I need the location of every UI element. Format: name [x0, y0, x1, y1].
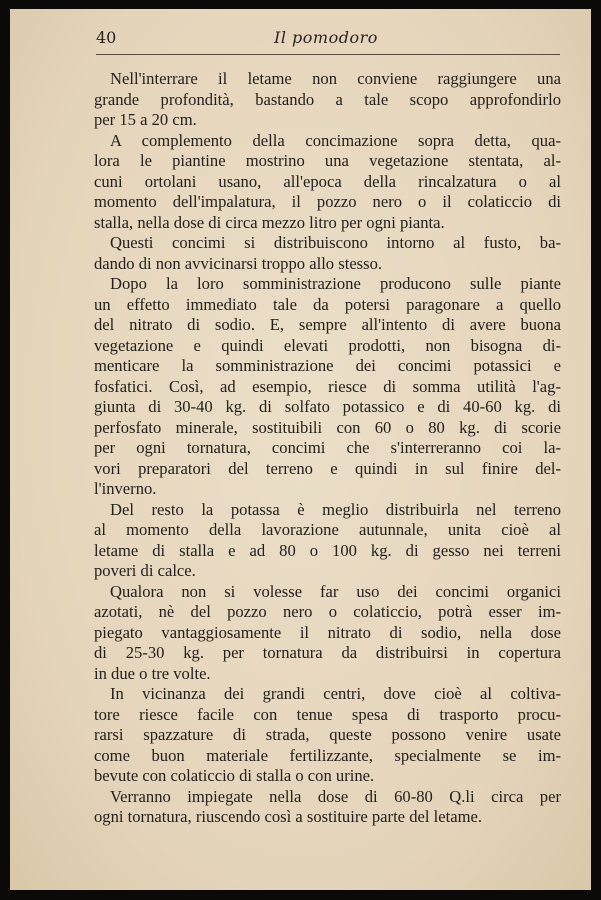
text-line: bevute con colaticcio di stalla o con urine.: [94, 766, 375, 785]
paragraph: [94, 131, 561, 234]
text-line: vori preparatori del terreno e quindi in sul finire del-: [94, 458, 561, 478]
text-line: stalla, nella dose di circa mezzo litro per ogni pianta.: [94, 212, 445, 232]
text-line: perfosfato minerale, sostituibili con 60 o 80 kg. di scorie: [94, 417, 561, 437]
text-line: Dopo la loro somministrazione producono sulle piante: [110, 274, 561, 293]
text-line: grande profondità, bastando a tale scopo approfondirlo: [94, 89, 561, 109]
text-line: vegetazione e quindi elevati prodotti, non bisogna di-: [94, 335, 561, 355]
paragraph: [94, 500, 561, 582]
text-line: come buon materiale fertilizzante, specialmente se im-: [94, 745, 561, 765]
text-line: tore riesce facile con tenue spesa di trasporto procu-: [94, 704, 561, 724]
text-line: azotati, nè del pozzo nero o colaticcio, potrà esser im-: [94, 602, 561, 621]
running-title: Il pomodoro: [274, 28, 378, 47]
text-line: per 15 a 20 cm.: [94, 110, 197, 129]
text-line: giunta di 30-40 kg. di solfato potassico e di 40-60 kg. di: [94, 397, 561, 416]
text-line: piegato vantaggiosamente il nitrato di sodio, nella dose: [94, 622, 561, 642]
text-line: poveri di calce.: [94, 561, 196, 580]
text-line: momento dell'impalatura, il pozzo nero o il colaticcio di: [94, 192, 561, 211]
text-line: cuni ortolani usano, all'epoca della rincalzatura o al: [94, 171, 561, 191]
text-line: Del resto la potassa è meglio distribuirla nel terreno: [110, 499, 561, 519]
paragraph: [94, 233, 561, 274]
text-line: del nitrato di sodio. E, sempre all'intento di avere buona: [94, 315, 561, 334]
page-header: [96, 28, 560, 55]
paragraph: [94, 684, 561, 787]
body-text: [94, 69, 561, 828]
text-line: ogni tornatura, riuscendo così a sostituire parte del letame.: [94, 807, 482, 826]
text-line: l'inverno.: [94, 479, 157, 498]
book-page: [10, 9, 591, 890]
paragraph: [94, 787, 561, 828]
text-line: Qualora non si volesse far uso dei concimi organici: [110, 581, 561, 601]
paragraph: [94, 582, 561, 685]
text-line: Questi concimi si distribuiscono intorno al fusto, ba-: [110, 233, 561, 252]
text-line: per ogni tornatura, concimi che s'interreranno coi la-: [94, 438, 561, 457]
page-number: 40: [96, 28, 117, 47]
text-line: menticare la somministrazione dei concimi potassici e: [94, 356, 561, 375]
text-line: Nell'interrare il letame non conviene raggiungere una: [110, 69, 561, 88]
text-line: dando di non avvicinarsi troppo allo stesso.: [94, 253, 383, 273]
text-line: Verranno impiegate nella dose di 60-80 Q.li circa per: [110, 786, 561, 806]
text-line: fosfatici. Così, ad esempio, riesce di somma utilità l'ag-: [94, 376, 561, 396]
text-line: rarsi spazzature di strada, queste possono venire usate: [94, 725, 561, 744]
text-line: In vicinanza dei grandi centri, dove cioè al coltiva-: [110, 684, 561, 703]
text-line: lora le piantine mostrino una vegetazione stentata, al-: [94, 151, 561, 170]
paragraph: [94, 274, 561, 500]
paragraph: [94, 69, 561, 131]
text-line: di 25-30 kg. per tornatura da distribuirsi in copertura: [94, 643, 561, 662]
text-line: in due o tre volte.: [94, 663, 211, 683]
text-line: al momento della lavorazione autunnale, unita cioè al: [94, 520, 561, 539]
text-line: letame di stalla e ad 80 o 100 kg. di gesso nei terreni: [94, 540, 561, 560]
text-line: un effetto immediato tale da potersi paragonare a quello: [94, 294, 561, 314]
text-line: A complemento della concimazione sopra detta, qua-: [110, 130, 561, 150]
